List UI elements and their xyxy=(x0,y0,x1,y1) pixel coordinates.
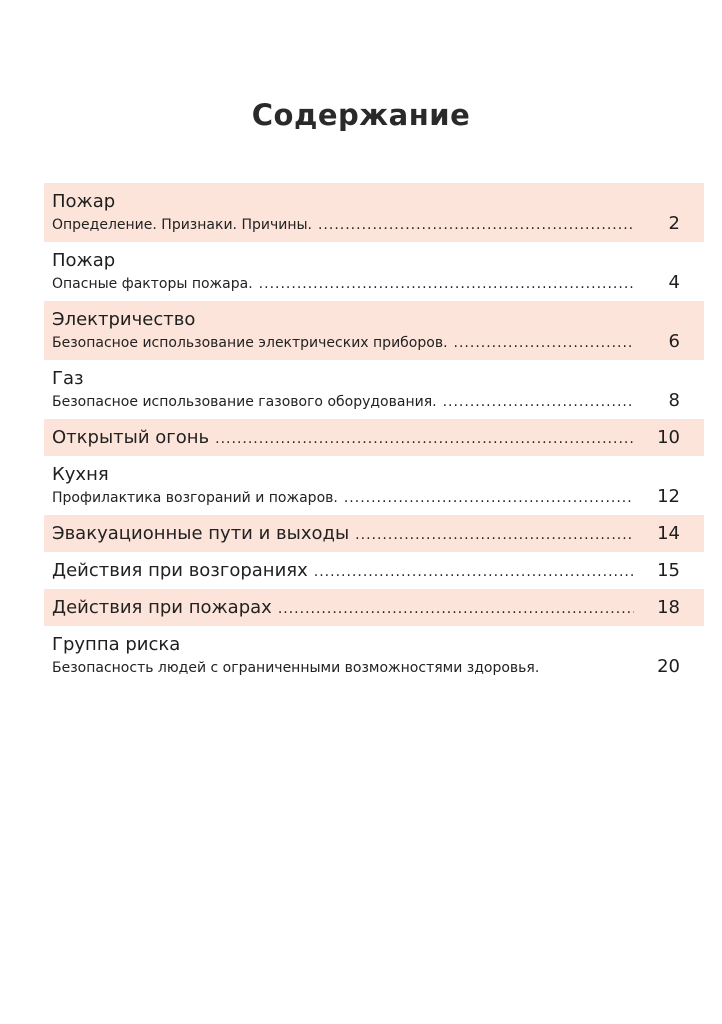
dot-leader xyxy=(314,564,634,580)
toc-page-number: 20 xyxy=(657,656,680,677)
table-of-contents xyxy=(44,183,704,676)
toc-page-number: 12 xyxy=(657,486,680,507)
dot-leader xyxy=(278,601,634,617)
dot-leader xyxy=(443,394,634,410)
toc-entry-subtitle: Профилактика возгораний и пожаров. xyxy=(52,490,338,506)
toc-entry-kitchen[interactable] xyxy=(44,456,704,515)
toc-entry-title: Пожар xyxy=(52,250,116,271)
toc-entry-open-fire[interactable] xyxy=(44,419,704,456)
toc-page-number: 14 xyxy=(657,523,680,544)
dot-leader xyxy=(318,217,634,233)
toc-page-number: 18 xyxy=(657,597,680,618)
toc-entry-gas[interactable] xyxy=(44,360,704,419)
dot-leader xyxy=(355,527,634,543)
toc-entry-fire-actions[interactable] xyxy=(44,589,704,626)
toc-entry-subtitle: Безопасное использование электрических приборов. xyxy=(52,335,448,351)
toc-entry-fire-definition[interactable] xyxy=(44,183,704,242)
toc-entry-title: Газ xyxy=(52,368,84,389)
toc-page-number: 8 xyxy=(668,390,680,411)
dot-leader xyxy=(454,335,634,351)
toc-entry-ignition-actions[interactable] xyxy=(44,552,704,589)
toc-entry-title: Электричество xyxy=(52,309,196,330)
toc-entry-risk-group[interactable] xyxy=(44,626,704,676)
toc-entry-title: Действия при пожарах xyxy=(52,597,272,618)
toc-entry-evacuation[interactable] xyxy=(44,515,704,552)
toc-entry-subtitle: Безопасное использование газового оборудования. xyxy=(52,394,437,410)
toc-entry-title: Пожар xyxy=(52,191,116,212)
toc-entry-electricity[interactable] xyxy=(44,301,704,360)
toc-entry-title: Кухня xyxy=(52,464,109,485)
dot-leader xyxy=(215,431,634,447)
toc-entry-title: Эвакуационные пути и выходы xyxy=(52,523,350,544)
toc-page-number: 15 xyxy=(657,560,680,581)
toc-entry-title: Открытый огонь xyxy=(52,427,210,448)
page-title: Содержание xyxy=(251,98,471,132)
toc-entry-title: Действия при возгораниях xyxy=(52,560,308,581)
dot-leader xyxy=(259,276,634,292)
toc-entry-subtitle: Определение. Признаки. Причины. xyxy=(52,217,312,233)
toc-page-number: 4 xyxy=(668,272,680,293)
toc-entry-subtitle: Безопасность людей с ограниченными возможностями здоровья. xyxy=(52,660,540,676)
dot-leader xyxy=(344,490,634,506)
toc-entry-fire-hazards[interactable] xyxy=(44,242,704,301)
toc-entry-title: Группа риска xyxy=(52,634,181,655)
toc-page-number: 6 xyxy=(668,331,680,352)
toc-page-number: 2 xyxy=(668,213,680,234)
toc-page-number: 10 xyxy=(657,427,680,448)
toc-entry-subtitle: Опасные факторы пожара. xyxy=(52,276,253,292)
